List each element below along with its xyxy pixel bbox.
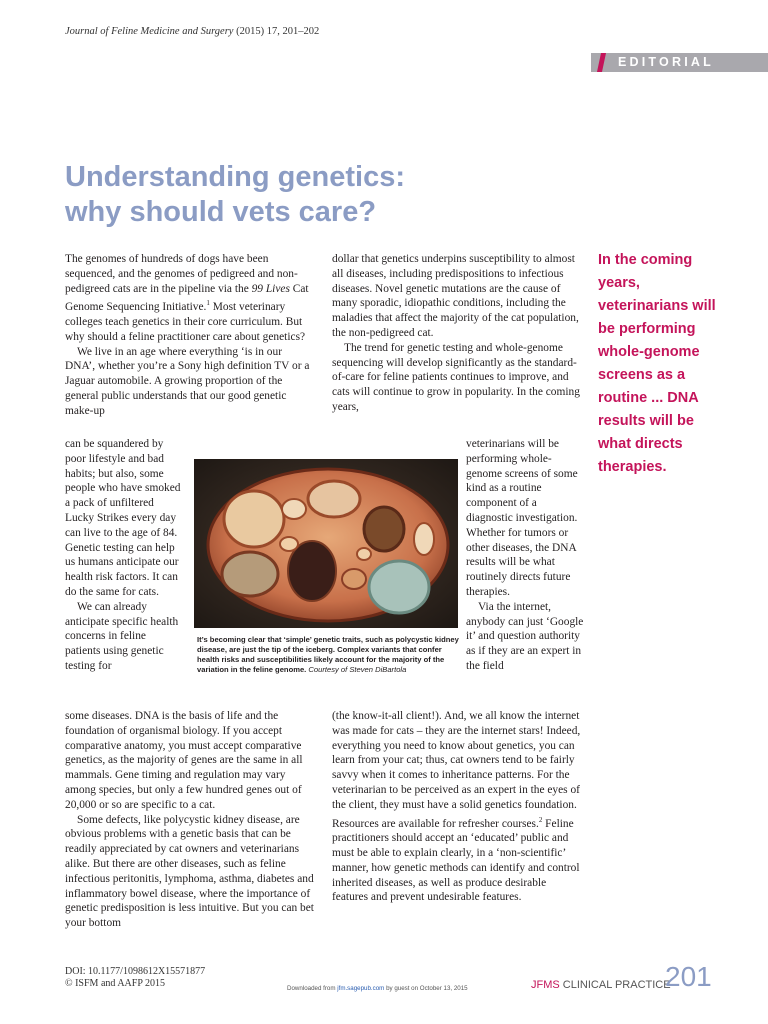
column-1-wrap	[65, 437, 183, 674]
paragraph: Via the internet, anybody can just ‘Google it’ and question authority as if they are an expert in the field	[466, 600, 584, 672]
caption-text: It’s becoming clear that ‘simple’ genetic traits, such as polycystic kidney disease, are just the tip of the iceberg. Complex variants that confer health risks and susceptibilities likely account for the majority of the variation in the feline genome.	[197, 635, 459, 674]
pull-quote: In the coming years, veterinarians will be performing whole-genome screens as a routine ... DNA results will be what directs therapies.	[598, 252, 716, 475]
column-2-wrap	[466, 437, 584, 674]
jfms-label: JFMS	[531, 979, 560, 991]
paragraph: The trend for genetic testing and whole-genome sequencing will develop significantly as the standard-of-care for feline patients continues to improve, and cats will continue to grow in popularity. In the coming years,	[332, 341, 580, 413]
page-number: 201	[665, 961, 712, 992]
kidney-illustration	[194, 459, 458, 628]
text-run: Most veterinary colleges teach genetics in their core curriculum. But why should a feline practitioner care about genetics?	[65, 301, 306, 343]
title-line-2: why should vets care?	[65, 196, 377, 228]
journal-citation: (2015) 17, 201–202	[233, 26, 320, 37]
reference-marker: 2	[538, 815, 543, 824]
column-1-top	[65, 252, 311, 419]
text-run: (the know-it-all client!). And, we all know the internet was made for cats – they are the internet stars! Indeed, everything you need to know about genetics, you can learn from your cat; thus, cat owners tend to be fairly savvy when it comes to inheritance patterns. For the veterinarian to be perceived as an expert in the eyes of the client, they must have a solid genetics foundation. Resources are available for refresher courses.	[332, 710, 581, 830]
kidney-photo	[194, 459, 458, 628]
paragraph: We can already anticipate specific health concerns in feline patients using genetic testing for	[65, 600, 179, 672]
journal-header	[65, 26, 319, 37]
download-notice	[287, 985, 468, 992]
column-2-top	[332, 252, 582, 415]
download-text: Downloaded from	[287, 985, 338, 992]
paragraph: Some defects, like polycystic kidney disease, are obvious problems with a genetic basis that can be readily appreciated by cat owners and veterinarians alike. But there are other diseases, such as feline infectious peritonitis, lymphoma, asthma, diabetes and inflammatory bowel disease, where the importance of genetic predisposition is less intuitive. But you can bet your bottom	[65, 813, 314, 930]
paragraph: veterinarians will be performing whole-genome screens of some kind as a routine component of a diagnostic investigation. Whether for tumors or other diseases, the DNA results will be what routinely directs future therapies.	[466, 438, 578, 598]
paragraph: We live in an age where everything ‘is in our DNA’, whether you’re a Sony high definition TV or a Jaguar automobile. A growing proportion of the general public understands that our good genetic make-up	[65, 345, 310, 417]
download-link[interactable]: jfm.sagepub.com	[337, 985, 385, 992]
text-run: Feline practitioners should accept an ‘educated’ public and must be able to explain clearly, in a ‘non-scientific’ manner, how genetic methods can identify and control inherited diseases, as well as produce desirable features and prevent undesirable features.	[332, 817, 580, 904]
doi: DOI: 10.1177/1098612X15571877	[65, 966, 206, 977]
section-band	[591, 53, 768, 72]
column-1-bottom	[65, 709, 315, 931]
column-2-bottom	[332, 709, 582, 905]
accent-slash	[597, 53, 606, 72]
section-label: EDITORIAL	[618, 55, 714, 69]
footer-doi-block	[65, 966, 205, 990]
paragraph	[65, 252, 311, 345]
text-run: The genomes of hundreds of dogs have been sequenced, and the genomes of pedigreed and non-pedigreed cats are in the pipeline via the	[65, 253, 298, 295]
reference-marker: 1	[206, 299, 210, 308]
download-text: by guest on October 13, 2015	[384, 985, 468, 992]
italic-run: 99 Lives	[251, 282, 290, 295]
footer-journal	[531, 979, 671, 991]
title-line-1: Understanding genetics:	[65, 161, 405, 193]
copyright: © ISFM and AAFP 2015	[65, 978, 166, 989]
caption-credit: Courtesy of Steven DiBartola	[308, 665, 407, 674]
paragraph: can be squandered by poor lifestyle and bad habits; but also, some people who have smoked a pack of unfiltered Lucky Strikes every day can live to the age of 84. Genetic testing can help us humans anticipate our health risk factors. It can do the same for cats.	[65, 438, 181, 598]
paragraph: some diseases. DNA is the basis of life and the foundation of organismal biology. If you accept comparative anatomy, you must accept comparative genetics, as the majority of genes are the same in all mammals. Gene timing and regulation may vary among species, but only a few hundred genes out of 20,000 or so are specific to a cat.	[65, 710, 303, 811]
paragraph: dollar that genetics underpins susceptibility to almost all diseases, including predispositions to infectious diseases. Novel genetic mutations are the cause of many sporadic, idiopathic conditions, including the maladies that affect the majority of the cat population, the non-pedigreed cat.	[332, 253, 579, 339]
clinical-practice-label: CLINICAL PRACTICE	[559, 979, 671, 991]
journal-name: Journal of Feline Medicine and Surgery	[65, 26, 234, 37]
paragraph	[332, 709, 582, 905]
article-title	[65, 160, 405, 230]
figure-caption	[197, 635, 459, 675]
text-run: Cat Genome Sequencing Initiative.	[65, 282, 309, 314]
